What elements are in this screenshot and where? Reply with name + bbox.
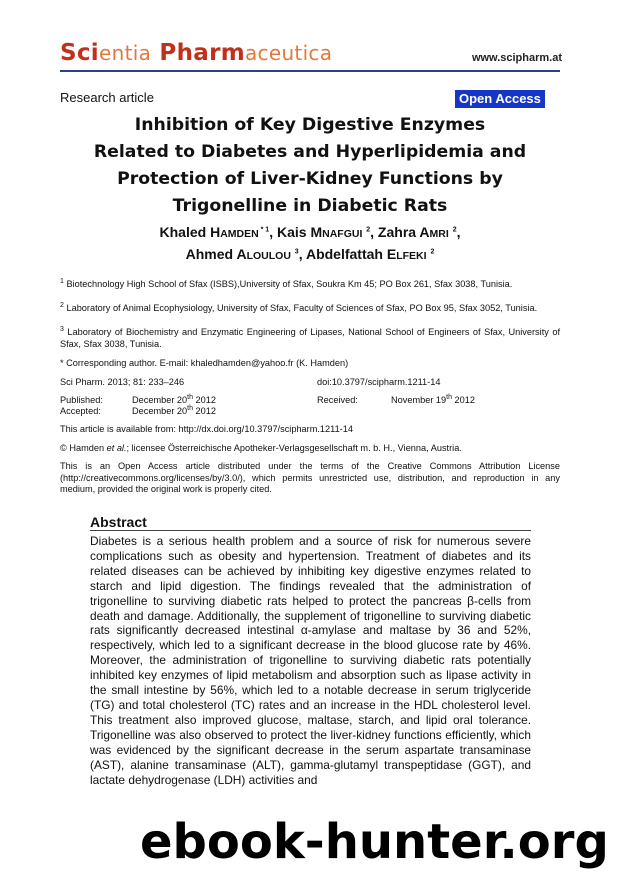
abstract-heading: Abstract bbox=[90, 514, 147, 530]
affiliation: $^2$ Laboratory of Animal Ecophysiology, University of Sfax, Faculty of Sciences of Sfax, PO Box 95, Sfax 3052, Tunisia. bbox=[60, 301, 538, 313]
received-date: November 19th 2012 bbox=[391, 393, 475, 405]
accepted-date: December 20th 2012 bbox=[132, 404, 216, 416]
header-rule bbox=[60, 70, 560, 72]
published-date: December 20th 2012 bbox=[132, 393, 216, 405]
license-statement: This is an Open Access article distributed under the terms of the Creative Commons Attribution License (http://creativecommons.org/licenses/by/3.0/), which permits unrestricted use, distribution, and reproduction in any medium, provided the original work is properly cited. bbox=[60, 461, 560, 494]
abstract-text: Diabetes is a serious health problem and a source of risk for numerous severe complications such as obesity and hypertension. Treatment of diabetes and its related diseases can be achieved by inhibiting key digestive enzymes related to starch and lipid digestion. The findings revealed that the administration of trigonelline to surviving diabetic rats helped to protect the pancreas β-cells from death and damage. Additionally, the supplement of trigonelline to surviving diabetic rats significantly decreased intestinal α-amylase and maltase by 36 and 52%, respectively, which led to a significant decrease in the blood glucose rate by 46%. Moreover, the administration of trigonelline to surviving diabetic rats potentially inhibited key enzymes of lipid metabolism and absorption such as lipase activity in the small intestine by 56%, which led to a notable decrease in serum triglyceride (TG) and total cholesterol (TC) rates and an increase in the HDL cholesterol level. This treatment also improved glucose, maltase, starch, and lipid oral tolerance. Trigonelline was also observed to protect the liver-kidney functions efficiently, which was evidenced by the significant decrease in the serum aspartate transaminase (AST), alanine transaminase (ALT), gamma-glutamyl transpeptidase (GGT), and lactate dehydrogenase (LDH) activities and bbox=[90, 534, 531, 787]
title-line: Related to Diabetes and Hyperlipidemia and bbox=[93, 142, 527, 162]
title-line: Protection of Liver-Kidney Functions by bbox=[117, 169, 503, 189]
copyright: © Hamden et al.; licensee Österreichische Apotheker-Verlagsgesellschaft m. b. H., Vienna, Austria. bbox=[60, 443, 462, 453]
open-access-badge: Open Access bbox=[455, 90, 545, 108]
received-label: Received: bbox=[317, 395, 358, 405]
affiliation: $^3$ Laboratory of Biochemistry and Enzymatic Engineering of Lipases, National School of Engineers of Sfax, University of Sfax, Sfax 3038, Tunisia. bbox=[60, 325, 560, 349]
doi: doi:10.3797/scipharm.1211-14 bbox=[317, 377, 441, 387]
affiliation: $^1$ Biotechnology High School of Sfax (ISBS),University of Sfax, Soukra Km 45; PO Box 261, Sfax 3038, Tunisia. bbox=[60, 277, 513, 289]
article-type: Research article bbox=[60, 90, 154, 105]
abstract-rule bbox=[90, 530, 531, 531]
title-line: Trigonelline in Diabetic Rats bbox=[172, 196, 448, 216]
availability-link[interactable]: This article is available from: http://dx.doi.org/10.3797/scipharm.1211-14 bbox=[60, 424, 353, 434]
corresponding-author: * Corresponding author. E-mail: khaledhamden@yahoo.fr (K. Hamden) bbox=[60, 358, 349, 368]
watermark: ebook-hunter.org bbox=[140, 814, 609, 870]
title-line: Inhibition of Key Digestive Enzymes bbox=[134, 115, 486, 135]
citation: Sci Pharm. 2013; 81: 233–246 bbox=[60, 377, 185, 387]
author-list: Khaled HAMDEN $^{* 1}$, Kais MNAFGUI $^2$, Zahra AMRI $^2$, Ahmed ALOULOU $^3$, Abdelfattah ELFEKI $^2$ bbox=[159, 224, 461, 262]
accepted-label: Accepted: bbox=[60, 406, 101, 416]
journal-logo: Scientia Pharmaceutica bbox=[60, 40, 333, 66]
article-title bbox=[60, 112, 560, 220]
published-label: Published: bbox=[60, 395, 103, 405]
journal-website[interactable]: www.scipharm.at bbox=[471, 52, 562, 64]
